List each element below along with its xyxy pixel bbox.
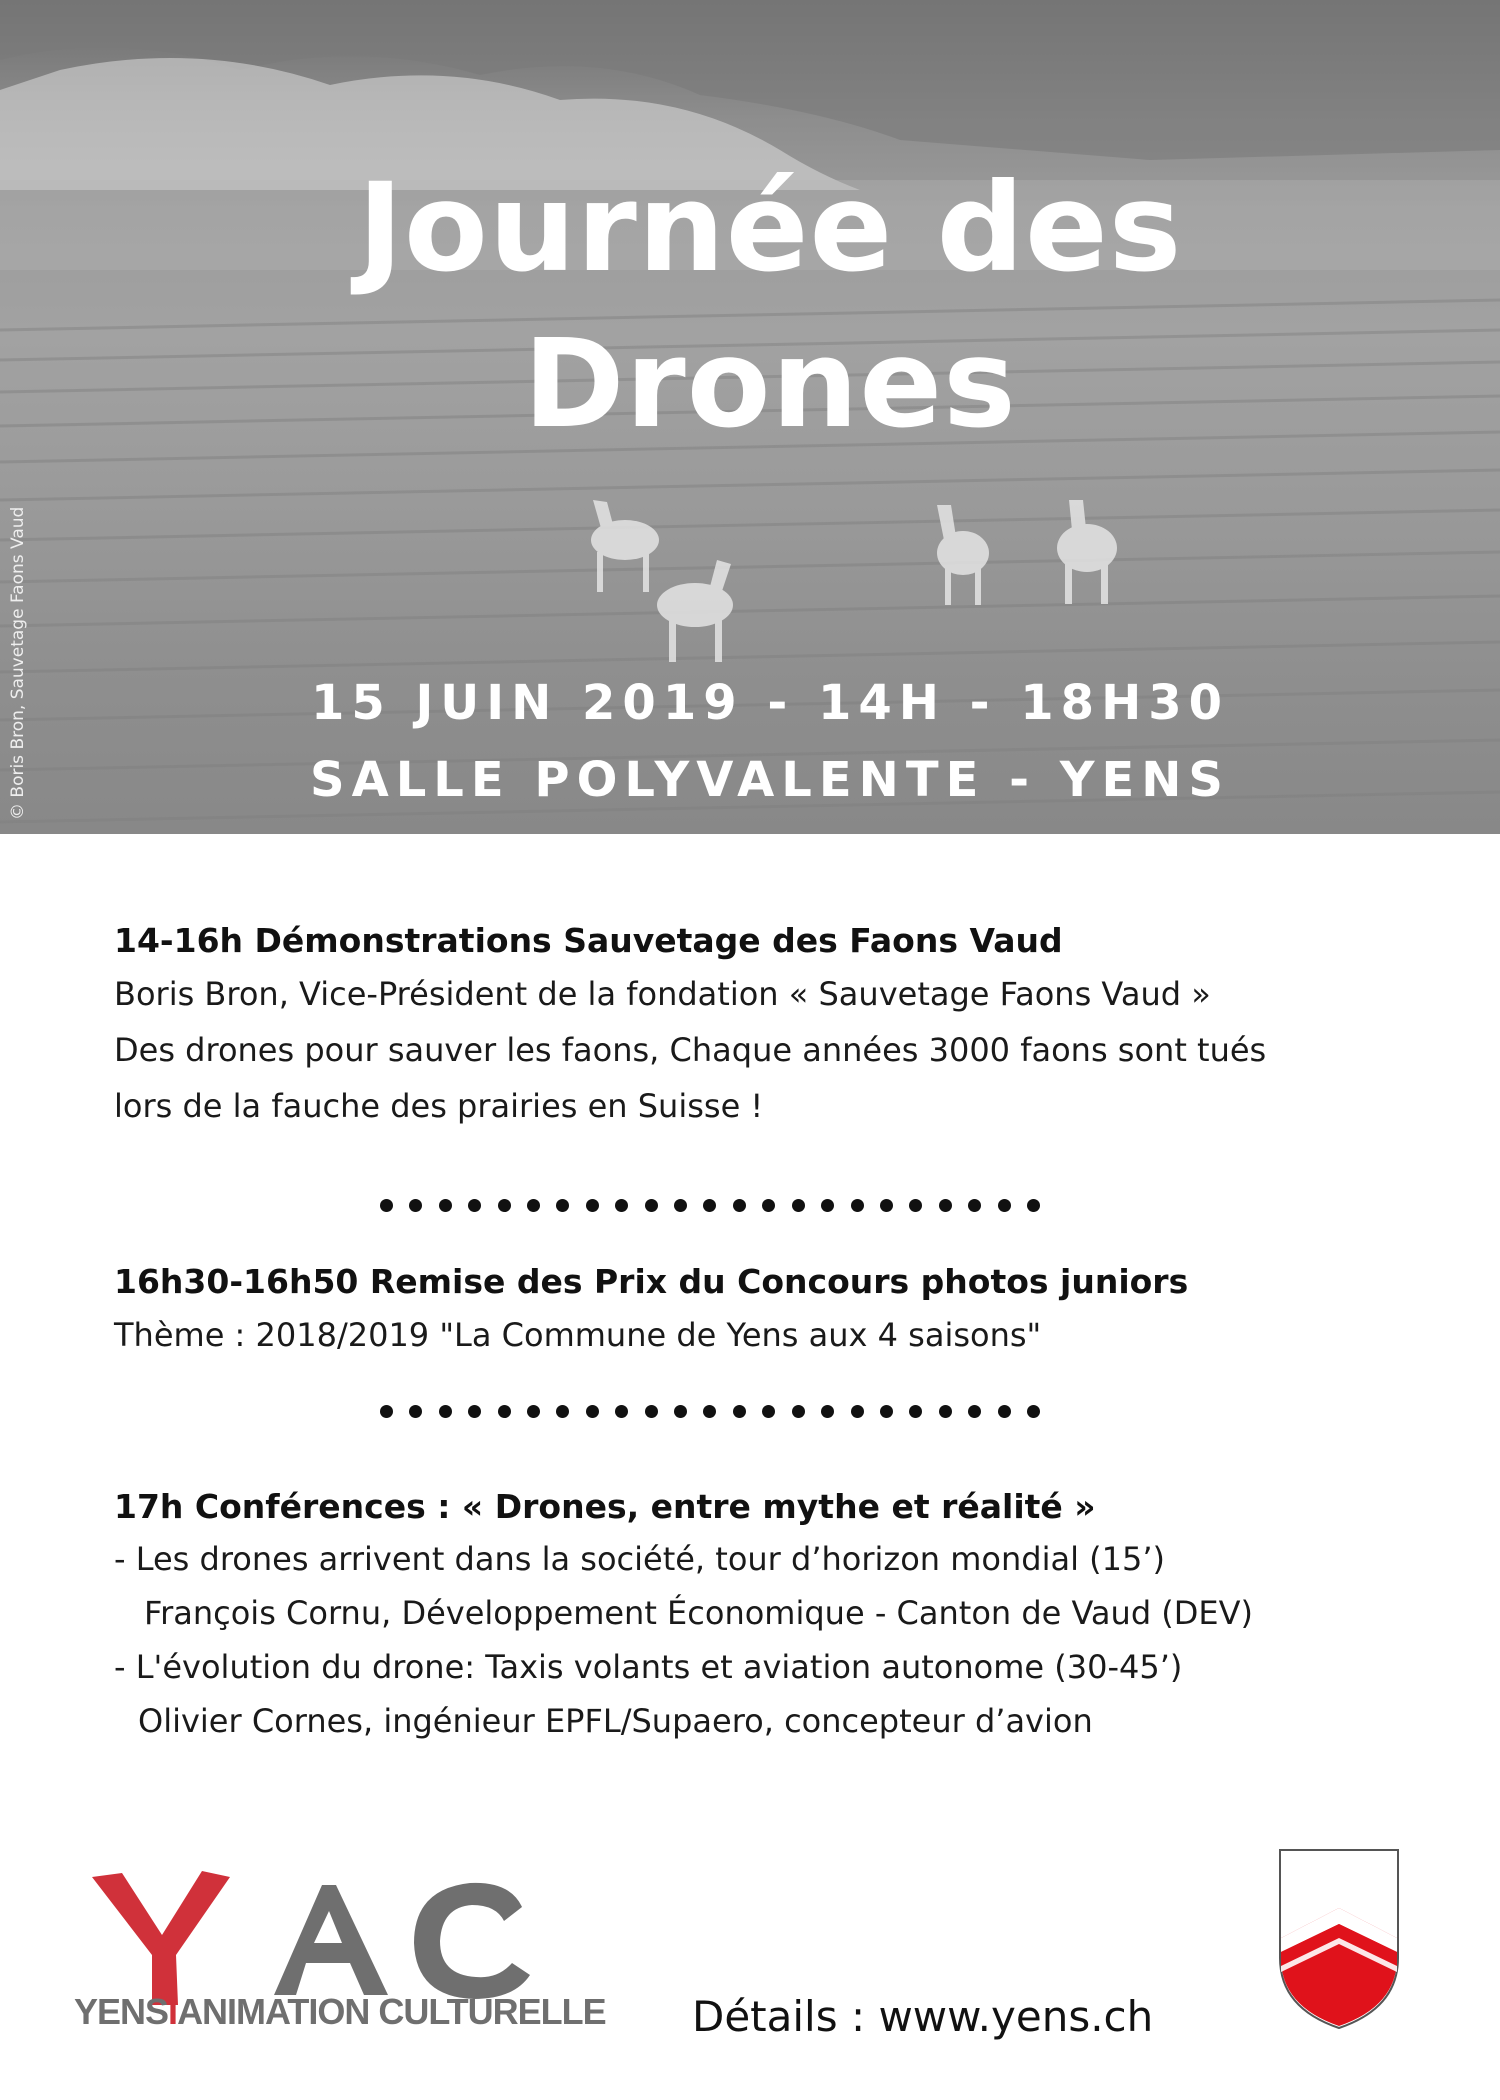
yens-coat-of-arms — [1278, 1848, 1400, 2030]
yac-subtitle-right: ANIMATION CULTURELLE — [177, 1991, 606, 2032]
program-prizes — [114, 1257, 1414, 1363]
title-line-1: Journée des — [357, 157, 1183, 299]
prizes-heading: 16h30-16h50 Remise des Prix du Concours photos juniors — [114, 1262, 1189, 1301]
hero-banner — [0, 0, 1500, 834]
program-demo — [114, 916, 1414, 1134]
photo-credit: © Boris Bron, Sauvetage Faons Vaud — [8, 506, 28, 820]
event-venue: SALLE POLYVALENTE - YENS — [310, 752, 1230, 808]
dot-divider — [380, 1198, 1040, 1212]
conference-line: - Les drones arrivent dans la société, tour d’horizon mondial (15’) — [114, 1540, 1165, 1578]
details-link[interactable]: Détails : www.yens.ch — [692, 1992, 1154, 2041]
demo-line: lors de la fauche des prairies en Suisse ! — [114, 1087, 764, 1125]
conference-heading: 17h Conférences : « Drones, entre mythe et réalité » — [114, 1487, 1096, 1526]
event-date: 15 JUIN 2019 - 14H - 18H30 — [310, 675, 1230, 731]
yac-subtitle: YENSIANIMATION CULTURELLE — [74, 1991, 606, 2032]
conference-speaker: François Cornu, Développement Économique - Canton de Vaud (DEV) — [144, 1594, 1254, 1632]
dot-divider — [380, 1404, 1040, 1418]
yac-letters-graphic — [74, 1855, 594, 2005]
yac-logo — [74, 1855, 606, 2045]
conference-speaker: Olivier Cornes, ingénieur EPFL/Supaero, concepteur d’avion — [138, 1702, 1093, 1740]
event-title — [200, 150, 1340, 462]
conference-line: - L'évolution du drone: Taxis volants et aviation autonome (30-45’) — [114, 1648, 1183, 1686]
yac-subtitle-left: YENS — [74, 1991, 169, 2032]
demo-line: Des drones pour sauver les faons, Chaque années 3000 faons sont tués — [114, 1031, 1267, 1069]
demo-heading: 14-16h Démonstrations Sauvetage des Faons Vaud — [114, 921, 1063, 960]
prizes-line: Thème : 2018/2019 "La Commune de Yens aux 4 saisons" — [114, 1316, 1042, 1354]
demo-line: Boris Bron, Vice-Président de la fondation « Sauvetage Faons Vaud » — [114, 975, 1211, 1013]
title-line-2: Drones — [523, 313, 1017, 455]
program-conference — [114, 1482, 1414, 1748]
